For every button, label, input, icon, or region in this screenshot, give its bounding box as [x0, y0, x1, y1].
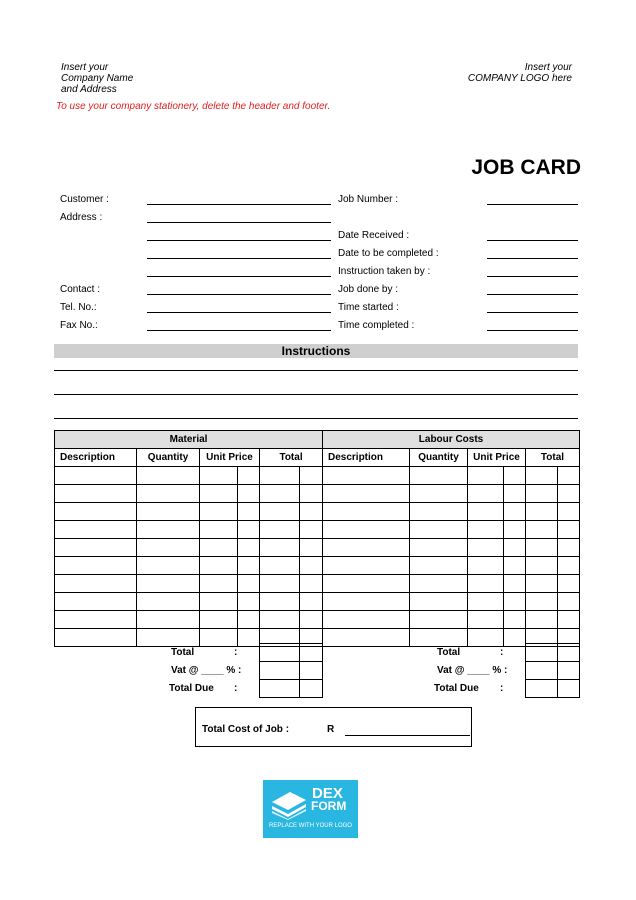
material-table: [54, 430, 323, 647]
material-cell[interactable]: [300, 467, 323, 485]
labour-cell[interactable]: [323, 575, 410, 593]
logo-placeholder: [468, 62, 572, 84]
labour-table: [322, 430, 580, 647]
labour-col-total: Total: [526, 449, 580, 467]
material-cell[interactable]: [200, 575, 238, 593]
labour-row: [323, 539, 580, 557]
material-cell[interactable]: [137, 629, 200, 647]
material-cell[interactable]: [238, 485, 260, 503]
labour-cell[interactable]: [526, 521, 558, 539]
labour-cell[interactable]: [558, 557, 580, 575]
labour-cell[interactable]: [410, 611, 468, 629]
company-line-3: and Address: [61, 84, 117, 95]
job-done-by-line[interactable]: [487, 294, 578, 295]
material-row: [55, 557, 323, 575]
material-vat-label: Vat @ ____ % :: [171, 665, 242, 676]
labour-cell[interactable]: [323, 539, 410, 557]
labour-cell[interactable]: [558, 575, 580, 593]
labour-cell[interactable]: [504, 503, 526, 521]
material-cell[interactable]: [55, 611, 137, 629]
labour-cell[interactable]: [410, 503, 468, 521]
customer-line[interactable]: [147, 204, 331, 205]
labour-cell[interactable]: [504, 539, 526, 557]
labour-cell[interactable]: [504, 611, 526, 629]
material-col-quantity: Quantity: [137, 449, 200, 467]
labour-total-due-colon: :: [500, 683, 504, 694]
material-cell[interactable]: [200, 557, 238, 575]
material-total-due-label: Total Due: [169, 683, 214, 694]
contact-label: Contact :: [60, 284, 101, 295]
labour-cell[interactable]: [410, 575, 468, 593]
labour-col-unit-price: Unit Price: [468, 449, 526, 467]
date-completed-label: Date to be completed :: [338, 248, 439, 259]
labour-cell[interactable]: [558, 503, 580, 521]
labour-cell[interactable]: [468, 539, 504, 557]
material-cell[interactable]: [238, 593, 260, 611]
material-row: [55, 467, 323, 485]
instruction-by-label: Instruction taken by :: [338, 266, 431, 277]
labour-totals-box: [525, 643, 580, 698]
material-cell[interactable]: [260, 485, 300, 503]
material-col-description: Description: [55, 449, 137, 467]
labour-cell[interactable]: [504, 467, 526, 485]
material-cell[interactable]: [260, 539, 300, 557]
material-cell[interactable]: [238, 521, 260, 539]
total-cost-currency: R: [327, 724, 335, 735]
labour-row: [323, 485, 580, 503]
material-row: [55, 575, 323, 593]
labour-cell[interactable]: [526, 611, 558, 629]
time-started-line[interactable]: [487, 312, 578, 313]
job-number-label: Job Number :: [338, 194, 399, 205]
material-cell[interactable]: [260, 557, 300, 575]
labour-cell[interactable]: [558, 539, 580, 557]
job-done-by-label: Job done by :: [338, 284, 399, 295]
material-heading: Material: [55, 431, 323, 449]
material-cell[interactable]: [260, 467, 300, 485]
instruction-by-line[interactable]: [487, 276, 578, 277]
labour-total-label: Total: [437, 647, 461, 658]
labour-cell[interactable]: [558, 485, 580, 503]
labour-row: [323, 593, 580, 611]
material-cell[interactable]: [300, 593, 323, 611]
instructions-line-1[interactable]: [54, 370, 578, 371]
stationery-note: To use your company stationery, delete the header and footer.: [56, 101, 331, 112]
labour-cell[interactable]: [526, 503, 558, 521]
company-line-2: Company Name: [61, 73, 134, 84]
labour-cell[interactable]: [410, 467, 468, 485]
labour-cell[interactable]: [410, 485, 468, 503]
labour-total-due-cell[interactable]: [526, 680, 558, 698]
material-cell[interactable]: [200, 467, 238, 485]
labour-cell[interactable]: [323, 629, 410, 647]
company-line-1: Insert your: [61, 62, 109, 73]
material-vat-cents[interactable]: [300, 662, 323, 680]
material-cell[interactable]: [55, 485, 137, 503]
material-cell[interactable]: [200, 485, 238, 503]
labour-cell[interactable]: [323, 467, 410, 485]
labour-cell[interactable]: [410, 557, 468, 575]
logo-line-1: Insert your: [524, 62, 572, 73]
material-cell[interactable]: [137, 467, 200, 485]
total-cost-label: Total Cost of Job :: [202, 724, 290, 735]
labour-cell[interactable]: [558, 467, 580, 485]
material-row: [55, 503, 323, 521]
material-cell[interactable]: [137, 521, 200, 539]
contact-line[interactable]: [147, 294, 331, 295]
labour-cell[interactable]: [323, 557, 410, 575]
labour-cell[interactable]: [504, 575, 526, 593]
labour-cell[interactable]: [323, 485, 410, 503]
labour-total-cell[interactable]: [526, 644, 558, 662]
material-cell[interactable]: [300, 539, 323, 557]
labour-cell[interactable]: [504, 557, 526, 575]
labour-heading: Labour Costs: [323, 431, 580, 449]
material-totals-box: [259, 643, 323, 698]
labour-cell[interactable]: [468, 521, 504, 539]
address-line-4[interactable]: [147, 276, 331, 277]
labour-cell[interactable]: [410, 539, 468, 557]
instructions-line-3[interactable]: [54, 418, 578, 419]
labour-vat-cents[interactable]: [558, 662, 580, 680]
tel-label: Tel. No.:: [60, 302, 97, 313]
material-cell[interactable]: [55, 503, 137, 521]
material-cell[interactable]: [300, 485, 323, 503]
labour-cell[interactable]: [323, 593, 410, 611]
labour-row: [323, 503, 580, 521]
time-completed-line[interactable]: [487, 330, 578, 331]
material-cell[interactable]: [137, 593, 200, 611]
labour-row: [323, 557, 580, 575]
material-col-total: Total: [260, 449, 323, 467]
material-total-due-cents[interactable]: [300, 680, 323, 698]
address-line-3[interactable]: [147, 258, 331, 259]
material-cell[interactable]: [137, 485, 200, 503]
paper-stack-icon: [270, 788, 308, 820]
labour-col-quantity: Quantity: [410, 449, 468, 467]
material-cell[interactable]: [238, 539, 260, 557]
material-cell[interactable]: [200, 521, 238, 539]
date-received-line[interactable]: [487, 240, 578, 241]
instructions-header: Instructions: [54, 344, 578, 358]
labour-cell[interactable]: [323, 611, 410, 629]
material-cell[interactable]: [200, 611, 238, 629]
material-cell[interactable]: [55, 467, 137, 485]
labour-vat-label: Vat @ ____ % :: [437, 665, 508, 676]
material-col-unit-price: Unit Price: [200, 449, 260, 467]
material-total-cents[interactable]: [300, 644, 323, 662]
time-started-label: Time started :: [338, 302, 399, 313]
material-cell[interactable]: [300, 611, 323, 629]
instructions-line-2[interactable]: [54, 394, 578, 395]
labour-cell[interactable]: [468, 503, 504, 521]
labour-row: [323, 575, 580, 593]
labour-col-description: Description: [323, 449, 410, 467]
labour-cell[interactable]: [468, 575, 504, 593]
address-label: Address :: [60, 212, 103, 223]
total-cost-box: [195, 707, 472, 747]
company-placeholder: [61, 62, 133, 95]
material-total-cell[interactable]: [260, 644, 300, 662]
labour-cell[interactable]: [504, 629, 526, 647]
material-cell[interactable]: [238, 503, 260, 521]
material-cell[interactable]: [200, 593, 238, 611]
date-completed-line[interactable]: [487, 258, 578, 259]
labour-vat-cell[interactable]: [526, 662, 558, 680]
labour-row: [323, 521, 580, 539]
logo-text-line-1: DEX: [312, 785, 343, 802]
labour-cell[interactable]: [323, 521, 410, 539]
labour-cell[interactable]: [468, 593, 504, 611]
material-cell[interactable]: [137, 557, 200, 575]
material-cell[interactable]: [260, 593, 300, 611]
material-row: [55, 539, 323, 557]
material-cell[interactable]: [300, 575, 323, 593]
material-cell[interactable]: [137, 539, 200, 557]
material-cell[interactable]: [55, 575, 137, 593]
material-row: [55, 485, 323, 503]
customer-label: Customer :: [60, 194, 109, 205]
material-total-due-cell[interactable]: [260, 680, 300, 698]
fax-line[interactable]: [147, 330, 331, 331]
material-row: [55, 521, 323, 539]
labour-cell[interactable]: [468, 611, 504, 629]
material-cell[interactable]: [238, 575, 260, 593]
material-cell[interactable]: [55, 557, 137, 575]
labour-cell[interactable]: [526, 539, 558, 557]
labour-cell[interactable]: [558, 521, 580, 539]
material-row: [55, 611, 323, 629]
labour-cell[interactable]: [504, 593, 526, 611]
material-cell[interactable]: [238, 611, 260, 629]
job-number-line[interactable]: [487, 204, 578, 205]
labour-cell[interactable]: [526, 485, 558, 503]
material-total-colon: :: [234, 647, 238, 658]
material-cell[interactable]: [260, 575, 300, 593]
material-cell[interactable]: [200, 539, 238, 557]
material-cell[interactable]: [55, 593, 137, 611]
material-cell[interactable]: [200, 629, 238, 647]
logo-text-line-2: FORM: [311, 799, 347, 813]
material-cell[interactable]: [300, 557, 323, 575]
labour-cell[interactable]: [526, 593, 558, 611]
labour-cell[interactable]: [526, 575, 558, 593]
labour-cell[interactable]: [558, 593, 580, 611]
labour-row: [323, 467, 580, 485]
material-cell[interactable]: [55, 629, 137, 647]
time-completed-label: Time completed :: [338, 320, 415, 331]
labour-cell[interactable]: [323, 503, 410, 521]
labour-cell[interactable]: [504, 485, 526, 503]
material-cell[interactable]: [137, 611, 200, 629]
material-total-label: Total: [171, 647, 195, 658]
material-cell[interactable]: [55, 539, 137, 557]
material-row: [55, 593, 323, 611]
material-cell[interactable]: [238, 467, 260, 485]
material-cell[interactable]: [260, 503, 300, 521]
labour-cell[interactable]: [526, 557, 558, 575]
logo-line-2: COMPANY LOGO here: [467, 73, 572, 84]
address-line-1[interactable]: [147, 222, 331, 223]
material-cell[interactable]: [238, 629, 260, 647]
labour-total-due-label: Total Due: [434, 683, 479, 694]
labour-cell[interactable]: [468, 467, 504, 485]
labour-cell[interactable]: [526, 467, 558, 485]
labour-cell[interactable]: [468, 629, 504, 647]
tel-line[interactable]: [147, 312, 331, 313]
logo-tagline: REPLACE WITH YOUR LOGO: [269, 823, 352, 829]
dexform-logo: [263, 780, 358, 838]
labour-total-colon: :: [500, 647, 504, 658]
material-cell[interactable]: [260, 521, 300, 539]
material-cell[interactable]: [300, 503, 323, 521]
labour-cell[interactable]: [468, 485, 504, 503]
material-cell[interactable]: [238, 557, 260, 575]
date-received-label: Date Received :: [338, 230, 410, 241]
material-total-due-colon: :: [234, 683, 238, 694]
labour-cell[interactable]: [410, 629, 468, 647]
material-cell[interactable]: [55, 521, 137, 539]
fax-label: Fax No.:: [60, 320, 98, 331]
material-cell[interactable]: [300, 521, 323, 539]
labour-row: [323, 611, 580, 629]
labour-cell[interactable]: [410, 521, 468, 539]
labour-total-cents[interactable]: [558, 644, 580, 662]
material-cell[interactable]: [137, 503, 200, 521]
total-cost-line[interactable]: [345, 735, 470, 736]
page-title: JOB CARD: [471, 156, 581, 179]
labour-cell[interactable]: [468, 557, 504, 575]
material-cell[interactable]: [200, 503, 238, 521]
material-vat-cell[interactable]: [260, 662, 300, 680]
labour-cell[interactable]: [410, 593, 468, 611]
labour-total-due-cents[interactable]: [558, 680, 580, 698]
material-cell[interactable]: [137, 575, 200, 593]
labour-cell[interactable]: [504, 521, 526, 539]
material-cell[interactable]: [260, 611, 300, 629]
labour-cell[interactable]: [558, 611, 580, 629]
address-line-2[interactable]: [147, 240, 331, 241]
